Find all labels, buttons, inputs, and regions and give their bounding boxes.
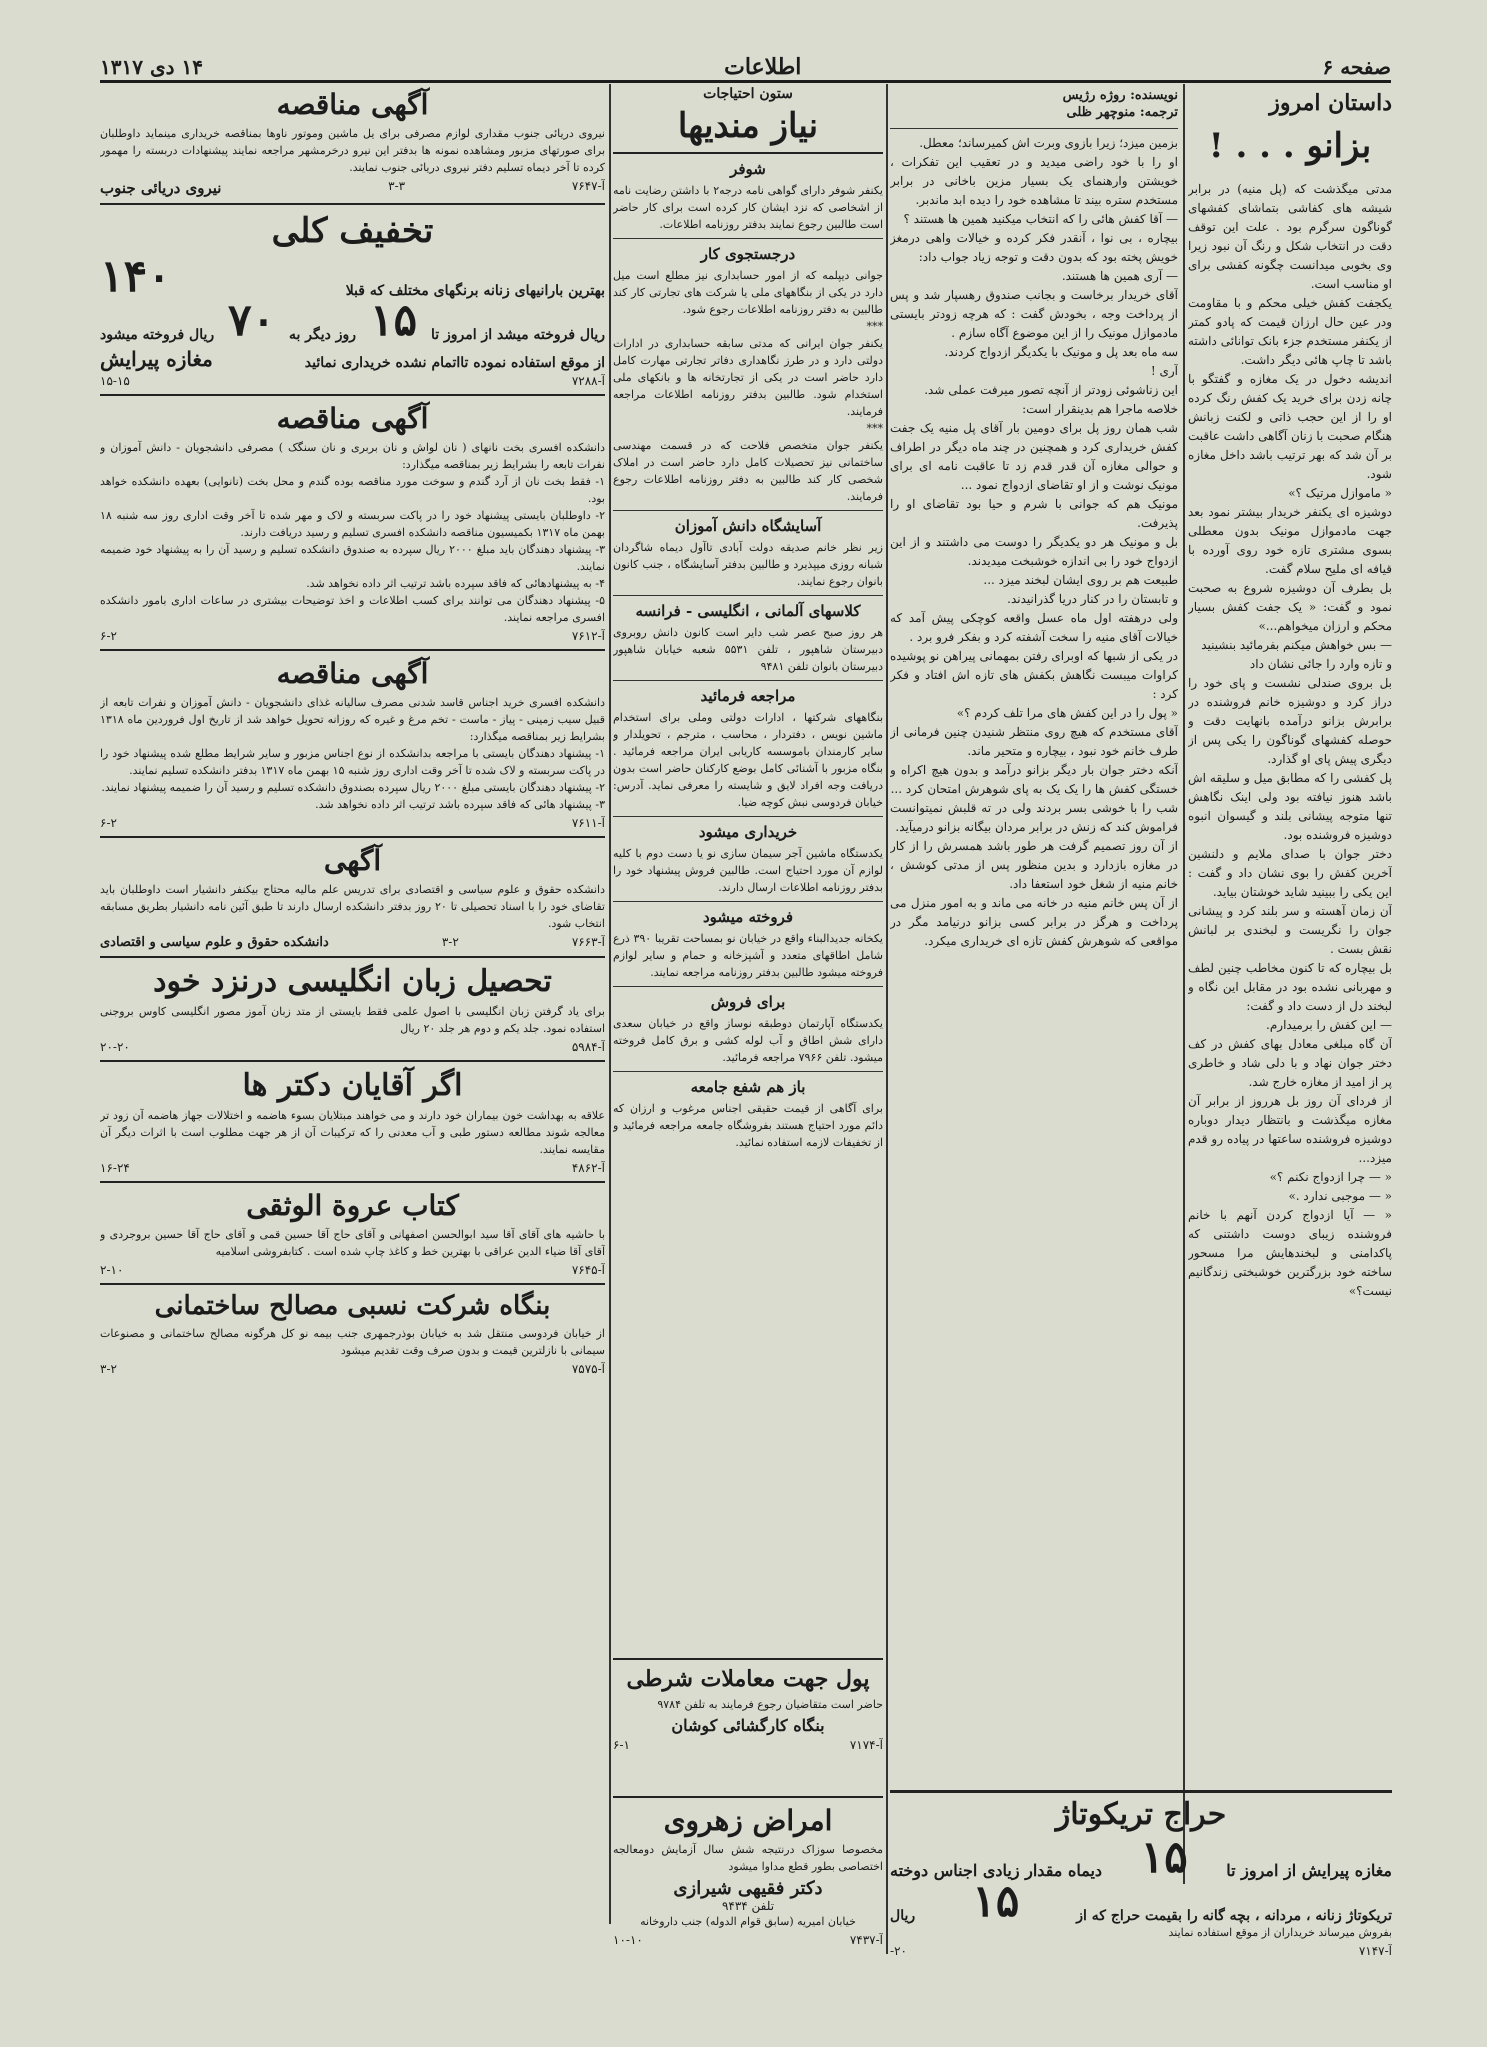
needs-item-text: هر روز صبح عصر شب دایر است کانون دانش روبروی دبیرستان شاهپور ، تلفن ۵۵۳۱ شعبه خیابان شاهپور دبیرستان بانوان تلفن ۹۴۸۱: [613, 626, 883, 673]
ad-code: آ-۷۵۷۵: [571, 1362, 605, 1376]
ad-code: آ-۵۹۸۴: [571, 1040, 605, 1054]
ad-text: دانشکده حقوق و علوم سیاسی و اقتصادی برای تدریس علم مالیه محتاج بیکنفر دانشیار است داوطلبان باید تقاضای خود را با اسناد تحصیلی تا ۲۰ روز بدفتر دانشکده ارسال دارند تا طبق آئین نامه دانشیار بطریق مسابقه انتخاب شود.: [100, 883, 605, 930]
needs-header-big: نیاز مندیها: [677, 106, 819, 146]
ad-code: آ-۷۱۷۴: [849, 1738, 883, 1752]
ad-line: ریال: [890, 1908, 916, 1924]
ad-line: ریال فروخته میشود: [100, 327, 215, 343]
needs-item-title: باز هم شفع جامعه: [690, 1078, 806, 1096]
ads-column: [100, 84, 605, 1924]
ad-code: آ-۷۱۴۷: [1358, 1944, 1392, 1957]
ad-price-old: ۱۴۰: [100, 251, 171, 302]
ad-run: ۲-۱۰: [100, 1263, 124, 1277]
needs-item: [613, 687, 883, 811]
ad-signature: دانشکده حقوق و علوم سیاسی و اقتصادی: [100, 935, 329, 950]
ad-pct: ۱۵: [972, 1876, 1020, 1927]
ad-title: اگر آقایان دکتر ها: [242, 1068, 463, 1103]
ad-run: ۶-۲: [100, 816, 117, 830]
ad-code: آ-۷۴۳۷: [849, 1933, 883, 1947]
ad-title: کتاب عروة الوثقی: [246, 1189, 459, 1222]
needs-item-text: یکدستگاه ماشین آجر سیمان سازی نو یا دست دوم با کلیه لوازم آن مورد احتیاج است. طالبین فروش پیشنهاد خود را بدفتر روزنامه اطلاعات ارسال دارند.: [613, 847, 883, 894]
story-section-label: داستان امروز: [1269, 90, 1392, 116]
ad-title: امراض زهروی: [663, 1804, 833, 1837]
ad-code: آ-۷۶۱۱: [571, 816, 605, 830]
ad-law-faculty: [100, 844, 605, 950]
ad-run: ۳-۲: [100, 1362, 117, 1376]
ad-title: آگهی مناقصه: [276, 402, 429, 435]
column-rule: [609, 84, 611, 1924]
needs-item: [613, 160, 883, 233]
ad-line: تریکوتاژ زنانه ، مردانه ، بچه گانه را بقیمت حراج که از: [1076, 1908, 1392, 1924]
ad-run: ۲۰-۲۰: [100, 1040, 130, 1054]
ad-venereal-box: [613, 1790, 883, 1954]
ad-text: دانشکده افسری خرید اجناس قاسد شدنی مصرف سالیانه غذای دانشجویان - دانش آموزان و نفرات تابعه از قبیل سیب زمینی - پیاز - ماست - تخم مرغ و غیره که روزانه تحویل خواهد شد از تاریخ اول فروردین ماه ۱۳۱۸ بشرایط زیر بمناقصه میگذارد: ۱- پیشنهاد دهندگان بایستی با مراجعه بدانشکده از نوع اجناس مزبور و سایر شرایط مطلع شده پیشنهاد خود را در پاکت سربسته و لاک شده تا آخر وقت اداری روز شنبه ۱۵ بهمن ماه ۱۳۱۷ بدفتر دانشکده تسلیم نمایند. ۲- پیشنهاد دهندگان بایستی مبلغ ۲۰۰۰ ریال سپرده بصندوق دانشکده تسلیم و رسید آن را ضمیمه پیشنهاد نمایند. ۳- پیشنهاد هائی که فاقد سپرده باشد ترتیب اثر داده نخواهد شد.: [100, 696, 605, 811]
ad-code: آ-۷۲۸۸: [571, 374, 605, 388]
ad-days: ۱۵: [1140, 1832, 1188, 1883]
needs-item-title: کلاسهای آلمانی ، انگلیسی - فرانسه: [635, 602, 861, 620]
ad-text: علاقه به بهداشت خون بیماران خود دارند و می خواهند مبتلایان بسوء هاضمه و اختلالات جهاز هاضمه آن زود تر معالجه شوند مطالعه دستور طبی و آب معدنی را که ترکیبات آن از هر جهت مطلوب است با اثرات دیگر آن مقایسه نمایند.: [100, 1109, 605, 1156]
story-title: بزانو . . . !: [1208, 126, 1372, 166]
story-text-1: مدتی میگذشت که (پل منیه) در برابر شیشه های کفاشی بتماشای کفشهای گوناگون سرگرم بود . علت این توقف دقت در انتخاب شکل و رنگ آن نبود زیرا وی بخوبی میدانست چگونه کفشی برای او مناسب است. یکجفت کفش خیلی محکم و با مقاومت ودر عین حال ارزان قیمت که پادو کمتر از یکنفر مستخدم جزء بانک توانائی داشته باشد تا چاپ هائی دیگر داشت. اندیشه دخول در یک مغازه و گفتگو با چانه زدن برای خرید یک کفش رنگ کرده او را از این حجب ذاتی و لکنت زبانش هنگام صحبت با زنان آگاهی داشت عاقبت بر آن شد که بهر ترتیب باشد داخل مغازه شود. « ماموازل مرتیک ؟» دوشیزه ای یکنفر خریدار بیشتر نمود بعد جهت مادموازل مونیک بدون معطلی بسوی مشتری تازه خود روی آورده با قیافه ای ملیح سلام گفت. بل بطرف آن دوشیزه شروع به صحبت نمود و گفت: « یک جفت کفش بسیار محکم و ارزان میخواهم...» — بس خواهش میکنم بفرمائید بنشینید و تازه وارد را جائی نشان داد بل بروی صندلی نشست و پای خود را دراز کرد و دوشیزه خانم فروشنده در برابرش بزانو درآمده بانهایت دقت و حوصله کفشهای گوناگون را یکی پس از دیگری پیش پای او گذارد. پل کفشی را که مطابق میل و سلیقه اش باشد هنوز نیافته بود ولی اینک نگاهش تنها متوجه پیشانی بلند و گیسوان انبوه دوشیزه فروشنده بود. دختر جوان با صدای ملایم و دلنشین آخرین کفش را بوی نشان داد و گفت : این یکی را ببینید شاید خوشتان بیاید. آن زمان آهسته و سر بلند کرد و پیشانی جوان را نگریست و لبخندی بر لبانش نقش بست . بل بیچاره که تا کنون مخاطب چنین لطف و مهربانی نشده بود در مقابل این نگاه و لبخند دل از دست داد و گفت: — این کفش را برمیدارم. آن گاه مبلغی معادل بهای کفش در کف دختر جوان نهاد و با دلی شاد و خاطری پر از امید از مغازه خارج شد. از فردای آن روز بل هرروز از برابر آن مغازه میگذشت و بانتظار دیدار دوباره دوشیزه فروشنده ساعتها در پیاده رو قدم میزد... « — چرا ازدواج نکنم ؟» « — موجبی ندارد .» « — آیا ازدواج کردن آنهم با خانم فروشنده زیبای دوست داشتنی که پاکدامنی و لبخندهایش مرا مسحور ساخته خود بزرگترین خوشبختی زندگانیم نیست؟»: [1188, 182, 1392, 1298]
needs-item-title: درجستجوی کار: [700, 245, 796, 263]
ad-line: روز دیگر به: [289, 327, 357, 343]
ad-code: آ-۷۶۱۲: [571, 629, 605, 643]
ad-run: ۱۶-۲۴: [100, 1161, 130, 1175]
needs-item-title: خریداری میشود: [698, 823, 798, 841]
ad-run: ۳-۳: [388, 179, 406, 193]
ad-signature: بنگاه کارگشائی کوشان: [671, 1716, 825, 1735]
ad-run: ۲۰-: [890, 1944, 907, 1957]
ad-text: برای یاد گرفتن زبان انگلیسی با اصول علمی فقط بایستی از متد زبان آموز مصور انگلیسی کاوس بروجنی استفاده نمود. جلد یکم و دوم هر جلد ۲۰ ریال: [100, 1005, 605, 1035]
needs-item-text: بنگاههای شرکتها ، ادارات دولتی وملی برای استخدام ماشین نویس ، دفتردار ، محاسب ، مترجم ، تحویلدار و سایر کارمندان باموسسه کاریابی ایران مراجعه فرمائید . بنگاه مزبور با آشنائی کامل بوضع کارکنان حاضر است بدون دریافت وجه افراد لایق و شایسته را معرفی نماید. آدرس: خیابان فردوسی نبش کوچه ضیا.: [613, 711, 883, 809]
needs-item-title: مراجعه فرمائید: [700, 687, 796, 705]
needs-item: [613, 602, 883, 675]
needs-item-text: برای آگاهی از قیمت حقیقی اجناس مرغوب و ارزان که دائم مورد احتیاج هستند بفروشگاه جامعه مراجعه فرمائید و از تخفیفات لازمه استفاده نمائید.: [613, 1102, 883, 1149]
ad-run: ۶-۱: [613, 1738, 630, 1752]
needs-item-title: آسایشگاه دانش آموزان: [674, 517, 822, 535]
paper-name: اطلاعات: [724, 54, 802, 80]
ad-doctors: [100, 1068, 605, 1175]
ad-doctor: دکتر فقیهی شیرازی: [673, 1878, 823, 1899]
ad-money-box: [613, 1652, 883, 1782]
ad-line: ریال فروخته میشد از امروز تا: [430, 327, 605, 343]
ad-run: ۱۵-۱۵: [100, 374, 130, 388]
ad-days: ۱۵: [369, 295, 418, 346]
ad-run: ۶-۲: [100, 629, 117, 643]
story-translator: ترجمه: منوچهر ظلی: [1066, 105, 1178, 120]
needs-item: [613, 823, 883, 896]
column-rule: [886, 84, 888, 1954]
ad-title: آگهی: [323, 844, 382, 877]
ad-text: دانشکده افسری بخت نانهای ( نان لواش و نان بربری و نان سنگک ) مصرفی دانشجویان - دانش آموزان و نفرات تابعه را بشرایط زیر بمناقصه میگذارد: ۱- فقط بخت نان از آرد گندم و سوخت مورد مناقصه بوده گندم و محل بخت (نانوایی) بعهده دانشکده خواهد بود. ۲- داوطلبان بایستی پیشنهاد خود را در پاکت سربسته و لاک و مهر شده تا آخر وقت اداری روز سه شنبه ۱۸ بهمن ماه ۱۳۱۷ بکمیسیون مناقصه دانشکده افسری تسلیم و رسید دریافت دارند. ۳- پیشنهاد دهندگان باید مبلغ ۲۰۰۰ ریال سپرده به صندوق دانشکده تسلیم و رسید آن را به پیشنهاد خود ضمیمه نمایند. ۴- به پیشنهادهائی که فاقد سپرده باشد ترتیب اثر داده نخواهد شد. ۵- پیشنهاد دهندگان می توانند برای کسب اطلاعات و اخذ توضیحات بیشتری در ساعات اداری بامور دانشکده افسری مراجعه نمایند.: [100, 441, 605, 624]
needs-header-small: ستون احتیاجات: [703, 86, 793, 102]
ad-text: با حاشیه های آقای آقا سید ابوالحسن اصفهانی و آقای حاج آقا حسین قمی و آقای حاج آقا حسین بروجردی و آقای آقا ضیاء الدین عراقی با بهترین خط و کاغذ چاپ شده است . کتابفروشی اسلامیه: [100, 1228, 605, 1258]
masthead: [100, 52, 1391, 83]
ad-discount: [100, 211, 605, 388]
needs-item: [613, 245, 883, 505]
ad-line: دیماه مقدار زیادی اجناس دوخته: [890, 1861, 1103, 1880]
ad-code: آ-۷۶۴۷: [571, 179, 605, 193]
ad-text: بفروش میرساند خریداران از موقع استفاده نمایند: [1168, 1926, 1392, 1939]
ad-code: آ-۷۶۶۳: [571, 935, 605, 949]
ad-text: حاضر است متقاضیان رجوع فرمایند به تلفن ۹۷۸۴: [657, 1698, 883, 1711]
ad-knitwear-box: [890, 1790, 1392, 1957]
ad-english: [100, 964, 605, 1054]
ad-title: تخفیف کلی: [271, 211, 434, 251]
needs-item: [613, 993, 883, 1066]
needs-item-title: برای فروش: [710, 993, 786, 1011]
story-text-2: بزمین میزد؛ زیرا بازوی وبرت اش کمیرساند؛ معطل. او را با خود راضی میدید و در تعقیب این تفکرات ، خویشتن وارهنمای یک بسیار مزین باخانی در برابر مستخدم ستره بیند تا مشاهده خود را دیده ابد ماندبر. — آقا کفش هائی را که انتخاب میکنید همین ها هستند ؟ بیچاره ، بی نوا ، آنقدر فکر کرده و خیالات واهی درمغز خویش پخته بود که بدون دقت و توجه زیاد جواب داد: — آری همین ها هستند. آقای خریدار برخاست و بجانب صندوق رهسپار شد و پس از پرداخت وجه ، بخودش گفت : که هرچه زودتر بایستی مادموازل مونیک را از این موضوع آگاه سازم . سه ماه بعد پل و مونیک با یکدیگر ازدواج کردند. آری ! این زناشوئی زودتر از آنچه تصور میرفت عملی شد. خلاصه ماجرا هم بدینقرار است: شب همان روز پل برای دومین بار آقای پل منیه یک جفت کفش خریداری کرد و همچنین در چند ماه دیگر در اطراف و حوالی مغازه آن قدر قدم زد تا عاقبت نامه ای برای مونیک نوشت و از او تقاضای ازدواج نمود ... مونیک هم که جوانی با شرم و حیا بود تقاضای او را پذیرفت. بل و مونیک هر دو یکدیگر را دوست می داشتند و از این ازدواج خود را بی اندازه خوشبخت میدیدند. طبیعت هم بر روی ایشان لبخند میزد ... و تابستان را در کنار دریا گذرانیدند. ولی درهفته اول ماه عسل واقعه کوچکی پیش آمد که خیالات آقای منیه را سخت آشفته کرد و بفکر فرو برد . در یکی از شبها که اوبرای رفتن بمهمانی پیراهن نو پوشیده کراوات میبست نگاهش بکفش های تازه اش افتاد و فکر کرد : « پول را در این کفش های مرا تلف کردم ؟» آقای مستخدم که هیچ روی منتظر شنیدن چنین فرمانی از طرف خانم خود نبود ، بیچاره و متحیر ماند. آنکه دختر جوان بار دیگر بزانو درآمد و بدون هیچ اکراه و خستگی کفش ها را یک یک به پای شوهرش امتحان کرد ... شب را با خوشی بسر بردند ولی در ته قلبش نمیتوانست فراموش کند که زنش در برابر مردان بیگانه بزانو درمیآید. از آن روز تصمیم گرفت هر طور باشد همسرش را از کار در مغازه بازدارد و بدین منظور پس از مدتی کوشش ، خانم منیه از شغل خود استعفا داد. از آن پس خانم منیه در خانه می ماند و به امور منزل می پرداخت و هرگز در برابر کسی بزانو درنیامد مگر در مواقعی که شوهرش کفش تازه ای خریداری میکرد.: [890, 136, 1178, 948]
story-column-1: [1188, 84, 1392, 1884]
ad-run: ۳-۲: [441, 935, 459, 949]
ad-tender-univ-bread: [100, 402, 605, 643]
needs-item-text: یکنفر شوفر دارای گواهی نامه درجه۲ با داشتن رضایت نامه از اشخاصی که نزد ایشان کار کرده است برای کار حاضر است طالبین رجوع نمایند بدفتر روزنامه اطلاعات.: [613, 184, 883, 231]
ad-signature: نیروی دریائی جنوب: [100, 179, 222, 197]
ad-run: ۱۰-۱۰: [613, 1933, 643, 1947]
ad-text: از خیابان فردوسی منتقل شد به خیابان بوذرجمهری جنب بیمه نو کل هرگونه مصالح ساختمانی و مصنوعات سیمانی با نازلترین قیمت و بدون صرف وقت تقدیم میشود: [100, 1327, 605, 1357]
ad-tender-navy: [100, 88, 605, 197]
ad-shop: مغازه پیرایش: [100, 347, 213, 371]
ad-text: مخصوصا سوزاک درنتیجه شش سال آزمایش دومعالجه اختصاصی بطور قطع مداوا میشود: [613, 1843, 883, 1873]
needs-item: [613, 908, 883, 981]
ad-title: بنگاه شرکت نسبی مصالح ساختمانی: [154, 1291, 551, 1321]
ad-phone: تلفن ۹۴۳۴: [721, 1899, 775, 1913]
ad-line: مغازه پیرایش از امروز تا: [1226, 1861, 1392, 1880]
ad-company: [100, 1291, 605, 1376]
needs-item: [613, 1078, 883, 1151]
page-number: صفحه ۶: [1322, 55, 1391, 79]
needs-item: [613, 517, 883, 590]
needs-item-title: شوفر: [730, 160, 766, 178]
ad-title: حراج تریکوتاژ: [1055, 1797, 1227, 1832]
ad-code: آ-۷۶۴۵: [571, 1263, 605, 1277]
issue-date: ۱۴ دی ۱۳۱۷: [100, 55, 203, 79]
ad-tender-univ-food: [100, 657, 605, 830]
ad-address: خیابان امیریه (سابق قوام الدوله) جنب داروخانه: [640, 1915, 856, 1928]
ad-line: از موقع استفاده نموده تااتمام نشده خریداری نمائید: [304, 355, 605, 371]
ad-title: پول جهت معاملات شرطی: [626, 1666, 870, 1692]
ad-title: آگهی مناقصه: [276, 88, 429, 121]
story-column-2: [890, 84, 1178, 1884]
needs-item-title: فروخته میشود: [702, 908, 794, 926]
needs-item-text: یکخانه جدیدالبناء واقع در خیابان نو بمساحت تقریبا ۳۹۰ ذرع شامل اطاقهای متعدد و آشپزخانه و حمام و سایر لوازم فروخته میشود طالبین بدفتر روزنامه مراجعه نمایند.: [613, 932, 883, 979]
ad-title: تحصیل زبان انگلیسی درنزد خود: [153, 964, 552, 999]
story-author: نویسنده: روژه رژیس: [1062, 88, 1178, 103]
ad-book: [100, 1189, 605, 1277]
needs-item-text: یکدستگاه آپارتمان دوطبقه نوساز واقع در خیابان سعدی دارای شش اطاق و آب لوله کشی و برق کامل فروخته میشود. تلفن ۷۹۶۶ مراجعه فرمائید.: [613, 1017, 883, 1064]
ad-text: نیروی دریائی جنوب مقداری لوازم مصرفی برای یل ماشین وموتور ناوها بمناقصه خریداری مینماید داوطلبان برای صورتهای مزبور ومشاهده نمونه ها بدفتر این نیرو درخرمشهر مراجعه نمایند پیشنهادات دربسته را مهمور کرده تا آخر دیماه تسلیم دفتر نیروی دریائی جنوب نمایند.: [100, 127, 605, 174]
needs-item-text: جوانی دیپلمه که از امور حسابداری نیز مطلع است میل دارد در یکی از بنگاههای ملی یا شرکت های تجارتی کار کند طالبین به دفتر روزنامه اطلاعات رجوع شود. *** یکنفر جوان ایرانی که مدتی سابقه حسابداری در ادارات دولتی دارد و در طرز نگاهداری دفاتر تجارتی مهارت کامل دارد حاضر است در یکی از تجارتخانه ها و بانکهای ملی استخدام شود. طالبین بدفتر روزنامه اطلاعات مراجعه فرمایند. *** یکنفر جوان متخصص فلاحت که در قسمت مهندسی ساختمانی نیز تحصیلات کامل دارد حاضر است در املاک شخصی کار کند طالبین به دفتر روزنامه اطلاعات رجوع فرمایند.: [613, 269, 883, 503]
ad-code: آ-۴۸۶۲: [571, 1161, 605, 1175]
ad-line: بهترین بارانیهای زنانه برنگهای مختلف که قبلا: [345, 283, 605, 299]
column-rule: [1183, 84, 1185, 1884]
ad-price-new: ۷۰: [227, 295, 276, 346]
needs-item-text: زیر نظر خانم صدیقه دولت آبادی تاآول دیماه شاگردان شبانه روزی میپذیرد و طالبین بدفتر آسایشگاه ، جنب کانون بانوان رجوع نمایند.: [613, 541, 883, 588]
ad-title: آگهی مناقصه: [276, 657, 429, 690]
